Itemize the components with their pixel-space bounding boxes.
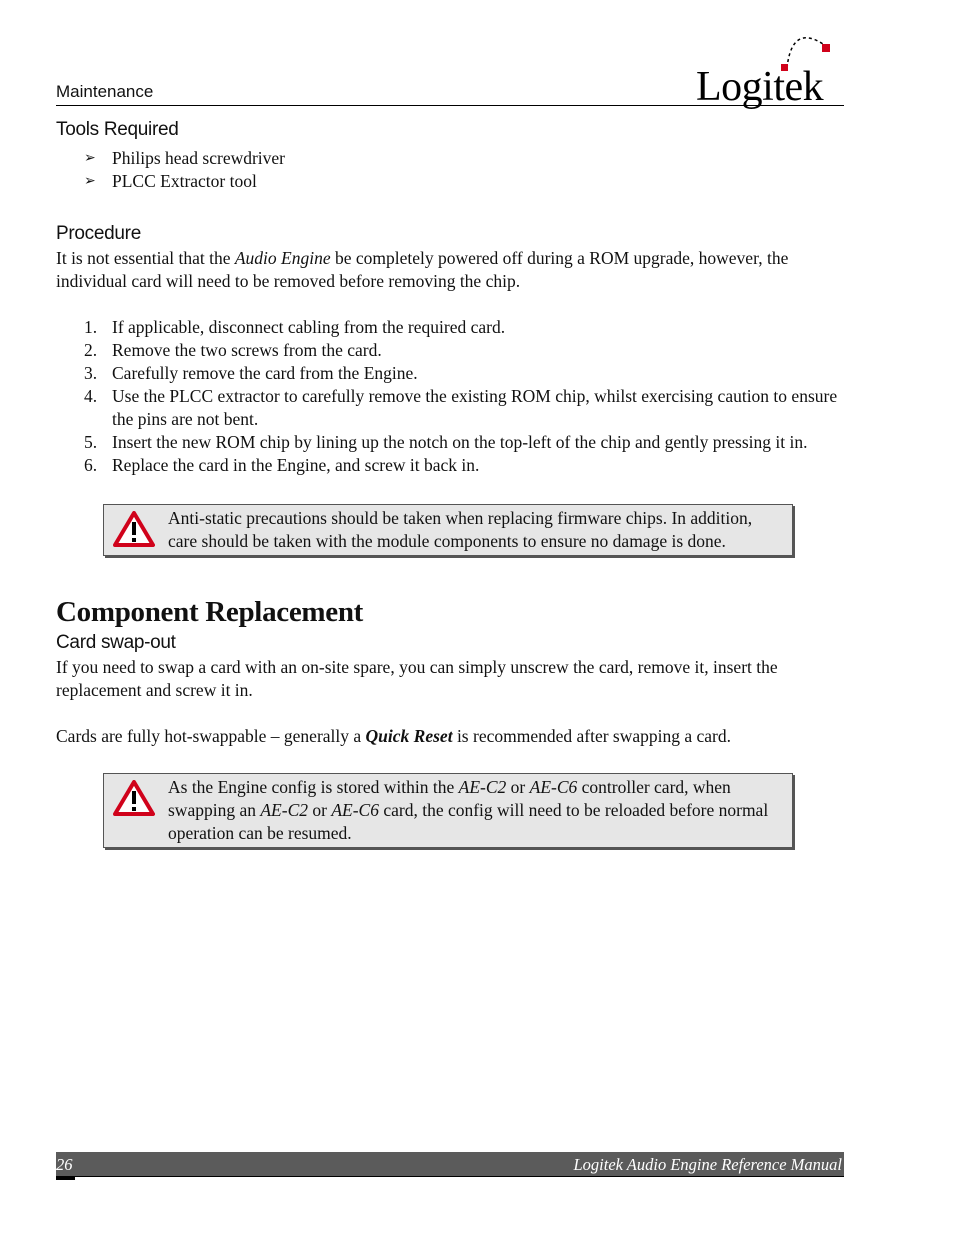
list-item: 3. Carefully remove the card from the Engine. xyxy=(84,363,418,383)
warning-note xyxy=(103,773,793,848)
warning-note xyxy=(103,504,793,556)
arrow-bullet-icon: ➢ xyxy=(84,150,96,166)
list-item: ➢ PLCC Extractor tool xyxy=(84,171,257,191)
manual-title: Logitek Audio Engine Reference Manual xyxy=(573,1155,842,1174)
procedure-heading: Procedure xyxy=(56,223,141,244)
main-content xyxy=(56,117,844,848)
procedure-steps xyxy=(56,316,844,477)
warning-text: As the Engine config is stored within the AE-C2 or AE-C6 controller card, when swapping an AE-C2 or AE-C6 card, the config will need to be reloaded before normal operation can be resumed. xyxy=(168,777,769,843)
tools-heading: Tools Required xyxy=(56,119,179,140)
card-swap-para: If you need to swap a card with an on-site spare, you can simply unscrew the card, remove it, insert the replacement and screw it in. xyxy=(56,657,778,700)
list-item: ➢ Philips head screwdriver xyxy=(84,148,286,168)
page-number: 26 xyxy=(56,1155,73,1174)
logitek-logo xyxy=(694,28,844,112)
card-swap-heading: Card swap-out xyxy=(56,632,176,653)
list-item: 6. Replace the card in the Engine, and screw it back in. xyxy=(84,455,480,475)
component-heading: Component Replacement xyxy=(56,596,364,628)
list-item: 5. Insert the new ROM chip by lining up the notch on the top-left of the chip and gently pressing it in. xyxy=(84,432,808,452)
tools-list xyxy=(84,147,844,193)
page-header xyxy=(56,28,844,110)
procedure-intro: It is not essential that the Audio Engine be completely powered off during a ROM upgrade, however, the individual card will need to be removed before removing the chip. xyxy=(56,248,789,291)
warning-text: Anti-static precautions should be taken when replacing firmware chips. In addition, care should be taken with the module components to ensure no damage is done. xyxy=(168,508,753,551)
list-item: 4. Use the PLCC extractor to carefully remove the existing ROM chip, whilst exercising caution to ensure the pins are not bent. xyxy=(84,386,838,429)
list-item: 1. If applicable, disconnect cabling from the required card. xyxy=(84,317,506,337)
warning-icon xyxy=(113,511,155,547)
warning-icon xyxy=(113,780,155,816)
arrow-bullet-icon: ➢ xyxy=(84,173,96,189)
list-item: 2. Remove the two screws from the card. xyxy=(84,340,382,360)
logo-wordmark: Logitek xyxy=(696,64,824,110)
page-footer xyxy=(56,1152,844,1177)
hot-swap-para: Cards are fully hot-swappable – generally a Quick Reset is recommended after swapping a card. xyxy=(56,726,731,746)
section-label: Maintenance xyxy=(56,82,154,101)
